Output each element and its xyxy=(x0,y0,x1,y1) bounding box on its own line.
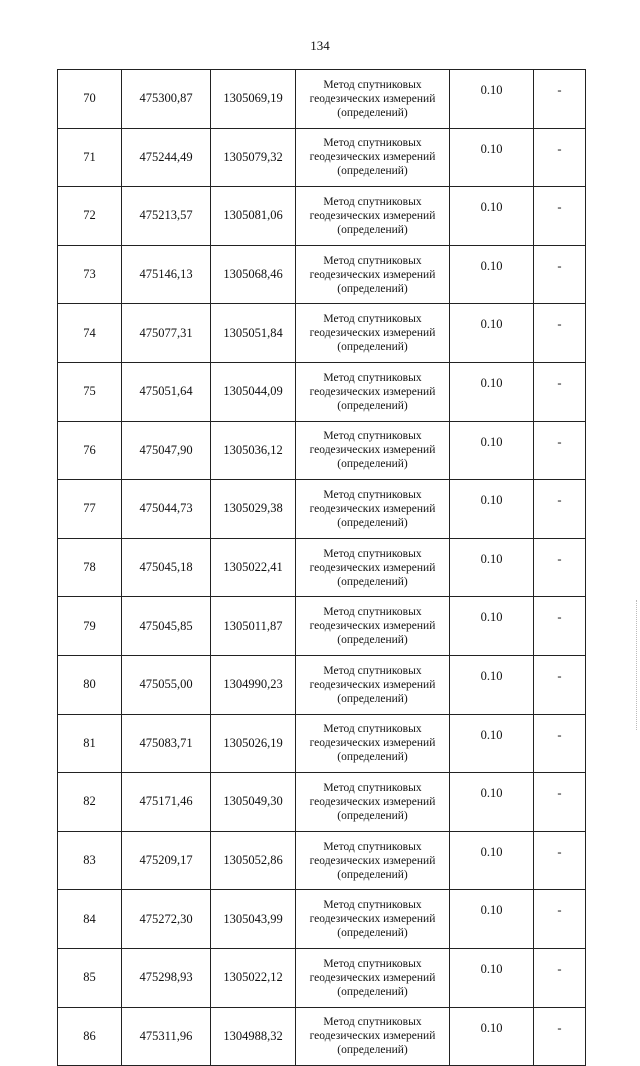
method-line: Метод спутниковых xyxy=(323,313,422,326)
table-row xyxy=(58,655,586,714)
method-line: Метод спутниковых xyxy=(323,371,422,384)
method-line: Метод спутниковых xyxy=(323,254,422,267)
table-row xyxy=(58,597,586,656)
method-cell xyxy=(296,187,450,246)
note-cell: - xyxy=(534,655,586,714)
accuracy-cell: 0.10 xyxy=(450,714,534,773)
table-row xyxy=(58,245,586,304)
accuracy-cell: 0.10 xyxy=(450,304,534,363)
y-coordinate-cell: 1305029,38 xyxy=(211,480,296,539)
margin-mark xyxy=(636,600,638,730)
table-row xyxy=(58,362,586,421)
method-line: геодезических измерений xyxy=(309,444,436,457)
point-number-cell: 86 xyxy=(58,1007,122,1066)
method-line: (определений) xyxy=(337,751,408,764)
method-line: Метод спутниковых xyxy=(323,840,422,853)
method-line: геодезических измерений xyxy=(309,795,436,808)
method-cell xyxy=(296,597,450,656)
method-cell xyxy=(296,362,450,421)
method-line: Метод спутниковых xyxy=(323,899,422,912)
table-row xyxy=(58,480,586,539)
method-line: (определений) xyxy=(337,223,408,236)
point-number-cell: 81 xyxy=(58,714,122,773)
note-cell: - xyxy=(534,480,586,539)
method-cell xyxy=(296,890,450,949)
accuracy-cell: 0.10 xyxy=(450,245,534,304)
method-line: геодезических измерений xyxy=(309,971,436,984)
method-cell xyxy=(296,421,450,480)
table-row xyxy=(58,304,586,363)
note-cell: - xyxy=(534,421,586,480)
method-line: геодезических измерений xyxy=(309,1030,436,1043)
method-cell xyxy=(296,304,450,363)
note-cell: - xyxy=(534,128,586,187)
method-line: Метод спутниковых xyxy=(323,488,422,501)
point-number-cell: 77 xyxy=(58,480,122,539)
method-line: Метод спутниковых xyxy=(323,664,422,677)
point-number-cell: 83 xyxy=(58,831,122,890)
y-coordinate-cell: 1305026,19 xyxy=(211,714,296,773)
method-cell xyxy=(296,714,450,773)
method-line: Метод спутниковых xyxy=(323,430,422,443)
method-cell xyxy=(296,948,450,1007)
method-line: (определений) xyxy=(337,341,408,354)
coordinates-table-body xyxy=(58,70,586,1066)
method-line: Метод спутниковых xyxy=(323,723,422,736)
accuracy-cell: 0.10 xyxy=(450,362,534,421)
accuracy-cell: 0.10 xyxy=(450,597,534,656)
method-cell xyxy=(296,538,450,597)
point-number-cell: 70 xyxy=(58,70,122,129)
point-number-cell: 71 xyxy=(58,128,122,187)
note-cell: - xyxy=(534,1007,586,1066)
x-coordinate-cell: 475300,87 xyxy=(122,70,211,129)
method-line: геодезических измерений xyxy=(309,620,436,633)
method-line: геодезических измерений xyxy=(309,92,436,105)
point-number-cell: 84 xyxy=(58,890,122,949)
accuracy-cell: 0.10 xyxy=(450,831,534,890)
accuracy-cell: 0.10 xyxy=(450,187,534,246)
x-coordinate-cell: 475055,00 xyxy=(122,655,211,714)
table-row xyxy=(58,538,586,597)
method-line: Метод спутниковых xyxy=(323,195,422,208)
y-coordinate-cell: 1305068,46 xyxy=(211,245,296,304)
method-cell xyxy=(296,128,450,187)
method-line: геодезических измерений xyxy=(309,678,436,691)
point-number-cell: 74 xyxy=(58,304,122,363)
method-cell xyxy=(296,480,450,539)
note-cell: - xyxy=(534,597,586,656)
method-line: Метод спутниковых xyxy=(323,957,422,970)
accuracy-cell: 0.10 xyxy=(450,70,534,129)
method-line: Метод спутниковых xyxy=(323,547,422,560)
note-cell: - xyxy=(534,362,586,421)
page-number: 134 xyxy=(310,38,330,53)
method-line: геодезических измерений xyxy=(309,268,436,281)
method-line: геодезических измерений xyxy=(309,561,436,574)
method-line: Метод спутниковых xyxy=(323,78,422,91)
accuracy-cell: 0.10 xyxy=(450,655,534,714)
method-line: (определений) xyxy=(337,927,408,940)
accuracy-cell: 0.10 xyxy=(450,538,534,597)
table-row xyxy=(58,421,586,480)
note-cell: - xyxy=(534,538,586,597)
method-line: (определений) xyxy=(337,1044,408,1057)
y-coordinate-cell: 1305036,12 xyxy=(211,421,296,480)
method-line: геодезических измерений xyxy=(309,502,436,515)
coordinates-table xyxy=(57,69,586,1066)
table-row xyxy=(58,948,586,1007)
x-coordinate-cell: 475044,73 xyxy=(122,480,211,539)
table-row xyxy=(58,831,586,890)
method-line: (определений) xyxy=(337,165,408,178)
note-cell: - xyxy=(534,245,586,304)
y-coordinate-cell: 1305022,41 xyxy=(211,538,296,597)
note-cell: - xyxy=(534,831,586,890)
point-number-cell: 82 xyxy=(58,773,122,832)
x-coordinate-cell: 475045,18 xyxy=(122,538,211,597)
table-row xyxy=(58,773,586,832)
x-coordinate-cell: 475051,64 xyxy=(122,362,211,421)
point-number-cell: 72 xyxy=(58,187,122,246)
note-cell: - xyxy=(534,773,586,832)
note-cell: - xyxy=(534,890,586,949)
y-coordinate-cell: 1305081,06 xyxy=(211,187,296,246)
x-coordinate-cell: 475077,31 xyxy=(122,304,211,363)
method-line: Метод спутниковых xyxy=(323,606,422,619)
y-coordinate-cell: 1305069,19 xyxy=(211,70,296,129)
accuracy-cell: 0.10 xyxy=(450,421,534,480)
x-coordinate-cell: 475244,49 xyxy=(122,128,211,187)
x-coordinate-cell: 475298,93 xyxy=(122,948,211,1007)
method-line: геодезических измерений xyxy=(309,385,436,398)
accuracy-cell: 0.10 xyxy=(450,773,534,832)
method-cell xyxy=(296,831,450,890)
method-line: (определений) xyxy=(337,809,408,822)
note-cell: - xyxy=(534,304,586,363)
method-line: геодезических измерений xyxy=(309,737,436,750)
method-line: (определений) xyxy=(337,458,408,471)
y-coordinate-cell: 1305052,86 xyxy=(211,831,296,890)
point-number-cell: 73 xyxy=(58,245,122,304)
method-line: (определений) xyxy=(337,985,408,998)
table-row xyxy=(58,1007,586,1066)
y-coordinate-cell: 1305022,12 xyxy=(211,948,296,1007)
x-coordinate-cell: 475045,85 xyxy=(122,597,211,656)
method-cell xyxy=(296,655,450,714)
method-line: (определений) xyxy=(337,282,408,295)
method-line: геодезических измерений xyxy=(309,913,436,926)
x-coordinate-cell: 475209,17 xyxy=(122,831,211,890)
point-number-cell: 79 xyxy=(58,597,122,656)
method-line: (определений) xyxy=(337,692,408,705)
accuracy-cell: 0.10 xyxy=(450,890,534,949)
method-line: Метод спутниковых xyxy=(323,781,422,794)
accuracy-cell: 0.10 xyxy=(450,128,534,187)
table-row xyxy=(58,128,586,187)
point-number-cell: 76 xyxy=(58,421,122,480)
method-line: Метод спутниковых xyxy=(323,137,422,150)
method-line: (определений) xyxy=(337,399,408,412)
y-coordinate-cell: 1305011,87 xyxy=(211,597,296,656)
method-line: (определений) xyxy=(337,106,408,119)
method-line: (определений) xyxy=(337,516,408,529)
method-line: геодезических измерений xyxy=(309,209,436,222)
method-line: Метод спутниковых xyxy=(323,1016,422,1029)
x-coordinate-cell: 475083,71 xyxy=(122,714,211,773)
point-number-cell: 80 xyxy=(58,655,122,714)
x-coordinate-cell: 475047,90 xyxy=(122,421,211,480)
x-coordinate-cell: 475272,30 xyxy=(122,890,211,949)
x-coordinate-cell: 475213,57 xyxy=(122,187,211,246)
point-number-cell: 85 xyxy=(58,948,122,1007)
x-coordinate-cell: 475146,13 xyxy=(122,245,211,304)
point-number-cell: 78 xyxy=(58,538,122,597)
note-cell: - xyxy=(534,948,586,1007)
method-cell xyxy=(296,1007,450,1066)
method-cell xyxy=(296,245,450,304)
table-row xyxy=(58,187,586,246)
accuracy-cell: 0.10 xyxy=(450,1007,534,1066)
method-line: геодезических измерений xyxy=(309,151,436,164)
y-coordinate-cell: 1305044,09 xyxy=(211,362,296,421)
y-coordinate-cell: 1305049,30 xyxy=(211,773,296,832)
note-cell: - xyxy=(534,70,586,129)
method-cell xyxy=(296,70,450,129)
table-row xyxy=(58,714,586,773)
y-coordinate-cell: 1305051,84 xyxy=(211,304,296,363)
note-cell: - xyxy=(534,714,586,773)
point-number-cell: 75 xyxy=(58,362,122,421)
accuracy-cell: 0.10 xyxy=(450,948,534,1007)
method-line: (определений) xyxy=(337,634,408,647)
method-line: (определений) xyxy=(337,868,408,881)
x-coordinate-cell: 475171,46 xyxy=(122,773,211,832)
table-row xyxy=(58,70,586,129)
y-coordinate-cell: 1304990,23 xyxy=(211,655,296,714)
y-coordinate-cell: 1304988,32 xyxy=(211,1007,296,1066)
method-line: геодезических измерений xyxy=(309,327,436,340)
method-line: (определений) xyxy=(337,575,408,588)
table-row xyxy=(58,890,586,949)
x-coordinate-cell: 475311,96 xyxy=(122,1007,211,1066)
method-cell xyxy=(296,773,450,832)
y-coordinate-cell: 1305079,32 xyxy=(211,128,296,187)
method-line: геодезических измерений xyxy=(309,854,436,867)
accuracy-cell: 0.10 xyxy=(450,480,534,539)
note-cell: - xyxy=(534,187,586,246)
y-coordinate-cell: 1305043,99 xyxy=(211,890,296,949)
